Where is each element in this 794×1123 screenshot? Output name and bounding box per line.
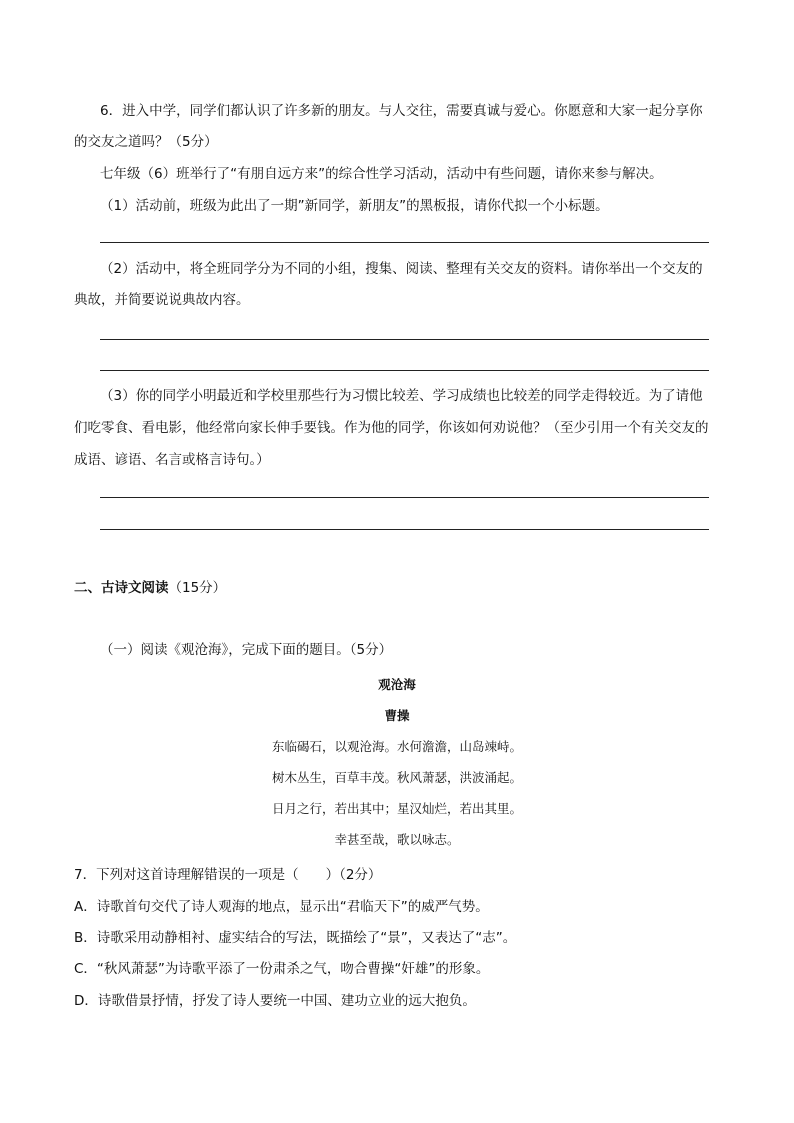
q6-sub3-line3: 成语、谚语、名言或格言诗句。） [74,452,270,468]
q6-sub1: （1）活动前，班级为此出了一期”新同学，新朋友”的黑板报，请你代拟一个小标题。 [100,198,609,214]
section2-part1: （一）阅读《观沧海》，完成下面的题目。（5分） [100,642,393,658]
q6-sub3-line1: （3）你的同学小明最近和学校里那些行为习惯比较差、学习成绩也比较差的同学走得较近。为了请他 [100,388,703,404]
section2-title: 二、古诗文阅读 [74,580,169,596]
q7-option-b[interactable]: B．诗歌采用动静相衬、虚实结合的写法，既描绘了“景”，又表达了“志”。 [74,930,517,946]
answer-line[interactable] [100,497,709,498]
q6-sub2-line1: （2）活动中，将全班同学分为不同的小组，搜集、阅读、整理有关交友的资料。请你举出一个交友的 [100,261,703,277]
q6-sub3-line2: 们吃零食、看电影，他经常向家长伸手要钱。作为他的同学，你该如何劝说他？（至少引用一个有关交友的 [74,420,709,436]
q7-option-c[interactable]: C．“秋风萧瑟”为诗歌平添了一份肃杀之气，吻合曹操“奸雄”的形象。 [74,961,490,977]
q6-intro-line1: 6．进入中学，同学们都认识了许多新的朋友。与人交往，需要真诚与爱心。你愿意和大家一起分享你 [100,103,703,119]
section2-score: （15分） [168,580,227,596]
poem-line: 幸甚至哉，歌以咏志。 [334,832,460,847]
q7-option-d[interactable]: D．诗歌借景抒情，抒发了诗人要统一中国、建功立业的远大抱负。 [74,993,476,1009]
q6-intro-line2: 的交友之道吗？（5分） [74,134,218,150]
poem-line: 东临碣石，以观沧海。水何澹澹，山岛竦峙。 [271,739,522,754]
poem-title: 观沧海 [378,677,416,692]
poem-author: 曹操 [384,708,410,723]
answer-line[interactable] [100,242,709,243]
answer-line[interactable] [100,529,709,530]
poem-line: 树木丛生，百草丰茂。秋风萧瑟，洪波涌起。 [271,770,522,785]
q6-context: 七年级（6）班举行了“有朋自远方来”的综合性学习活动，活动中有些问题，请你来参与解决。 [100,166,663,182]
q7-option-a[interactable]: A．诗歌首句交代了诗人观海的地点，显示出“君临天下”的威严气势。 [74,899,489,915]
q6-sub2-line2: 典故，并简要说说典故内容。 [74,292,250,308]
poem-line: 日月之行，若出其中；星汉灿烂，若出其里。 [271,801,522,816]
section2-heading [74,578,226,598]
q7-stem: 7．下列对这首诗理解错误的一项是（ ）（2分） [74,867,382,883]
answer-line[interactable] [100,339,709,340]
answer-line[interactable] [100,370,709,371]
